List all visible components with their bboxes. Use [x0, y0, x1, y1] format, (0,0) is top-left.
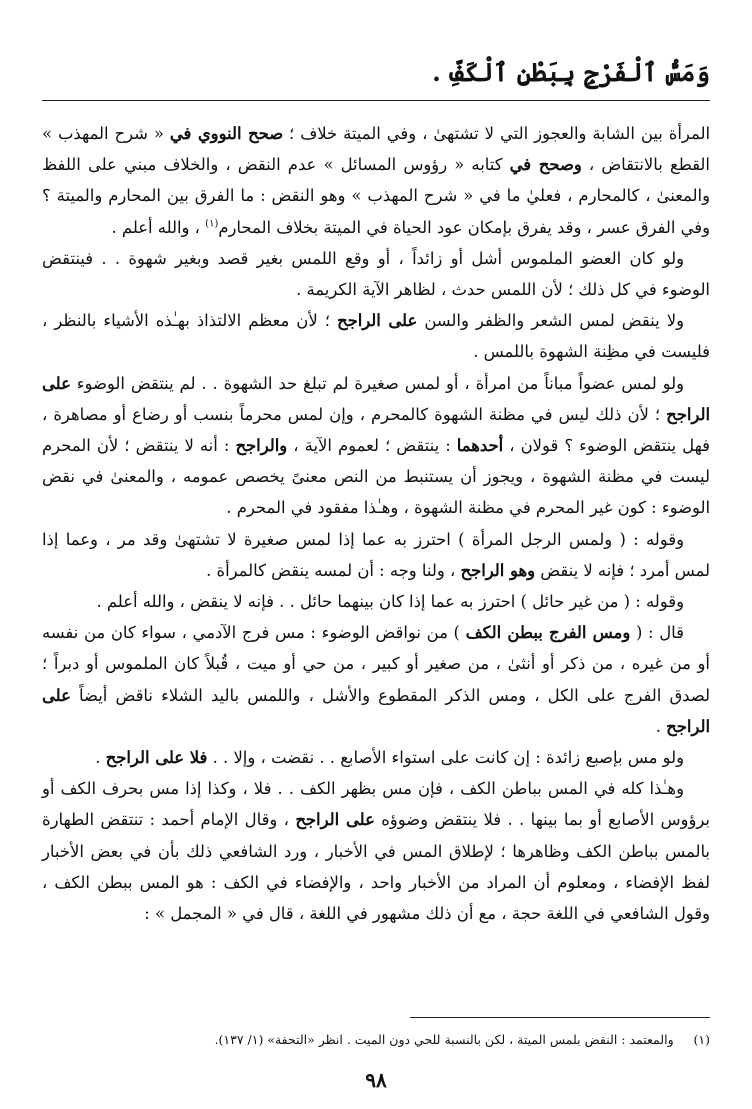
header-divider [42, 100, 710, 101]
paragraph [42, 742, 710, 773]
page-number: ٩٨ [365, 1068, 387, 1092]
footnote-text: والمعتمد : النقض بلمس الميتة ، لكن بالنسبة للحي دون الميت . انظر «التحفة» (١/ ١٣٧). [214, 1032, 674, 1047]
text-run: وقوله : ( من غير حائل ) احترز به عما إذا كان بينهما حائل . . فإنه لا ينقض ، والله أعلم . [96, 592, 684, 612]
footnote-ref: (١) [205, 218, 219, 230]
bold-term: صحح النووي في [169, 124, 284, 143]
bold-term: فلا على الراجح [105, 748, 208, 768]
text-run: ؛ لأن معظم الالتذاذ بهـٰذه الأشياء بالنظر ، فليست في مظِنة الشهوة باللمس . [42, 311, 710, 362]
paragraph [42, 118, 710, 243]
bold-term: أحدهما [456, 436, 504, 456]
text-run: ولو مس بإصبع زائدة : إن كانت على استواء الأصابع . . نقضت ، وإلا . . [207, 748, 684, 768]
text-run: وهـٰذا كله في المس بباطن الكف ، فإن مس بظهر الكف . . فلا ، وكذا إذا مس بحرف الكف أو برؤوس الأصابع أو بما بينها . . فلا ينتقض وضوؤه [42, 779, 710, 830]
bold-term: والراجح [235, 436, 288, 456]
text-run: المرأة بين الشابة والعجوز التي لا تشتهىٰ ، وفي الميتة خلاف ؛ [283, 124, 710, 143]
bold-term: على الراجح [42, 685, 710, 736]
text-run: وقوله : ( ولمس الرجل المرأة ) احترز به عما إذا لمس صغيرة لا تشتهىٰ وقد مر ، وعما إذا لمس أمرد ؛ فإنه لا ينقض [42, 529, 710, 580]
paragraph [42, 773, 710, 929]
text-run: ولا ينقض لمس الشعر والظفر والسن [417, 311, 684, 331]
text-run: ، وقال الإمام أحمد : تنتقض الطهارة بالمس بباطن الكف وظاهرها ؛ لإطلاق المس في الأخبار ، ورد الشافعي ذلك بأن في بعض الأخبار لفظ الإفضاء ، ومعلوم أن المراد من الأخبار واحد ، والإفضاء في الكف : هو المس ببطن الكف ، وقول الشافعي في اللغة حجة ، مع أن ذلك مشهور في اللغة ، قال في « المجمل » : [42, 810, 710, 924]
paragraph [42, 617, 710, 742]
text-run: : ينتقض ؛ لعموم الآية ، [287, 436, 457, 456]
running-header: وَمَسُّ ٱلْفَرْجِ بِبَطْنِ ٱلْكَفِّ . [432, 58, 710, 87]
text-run: ، ولنا وجه : أن لمسه ينقض كالمرأة . [206, 560, 461, 580]
text-run: كتابه « رؤوس المسائل » عدم النقض ، والخلاف مبني على اللفظ والمعنىٰ ، كالمحارم ، فعليٰ ما في « شرح المهذب » وهو النقض : ما الفرق بين المحارم والميتة ؟ وفي الفرق عسر ، وقد يفرق بإمكان عود الحياة في الميتة بخلاف المحارم [42, 155, 710, 237]
main-text [42, 118, 710, 929]
text-run: ) من نواقض الوضوء : مس فرج الآدمي ، سواء كان من نفسه أو من غيره ، من ذكر أو أنثىٰ ، من صغير أو كبير ، من حي أو ميت ، قُبلاً كان الملموس أو دبراً ؛ لصدق الفرج على الكل ، ومس الذكر المقطوع والأشل ، واللمس باليد الشلاء ناقض أيضاً [42, 623, 710, 705]
paragraph [42, 305, 710, 367]
paragraph [42, 243, 710, 305]
footnote-divider [410, 1017, 710, 1018]
footnote-marker: (١) [693, 1032, 710, 1047]
paragraph [42, 368, 710, 524]
bold-term: على الراجح [295, 810, 375, 830]
text-run: : أنه لا ينتقض ؛ لأن المحرم ليست في مظنة الشهوة ، ويجوز أن يستنبط من النص معنىً يخصص عمومه ، والمعنىٰ في نقض الوضوء : كون غير المحرم في مظنة الشهوة ، وهـٰذا مفقود في المحرم . [42, 436, 710, 518]
bold-term: وهو الراجح [460, 560, 536, 580]
text-run: ؛ لأن ذلك ليس في مظنة الشهوة كالمحرم ، وإن لمس محرماً بنسب أو رضاع أو مصاهرة ، فهل ينتقض الوضوء ؟ قولان ، [42, 404, 710, 456]
paragraph [42, 586, 710, 617]
text-run: ، والله أعلم . [111, 217, 206, 237]
bold-term: ومس الفرج ببطن الكف [465, 623, 631, 643]
bold-term: وصحح في [509, 155, 582, 175]
text-run: ولو لمس عضواً مباناً من امرأة ، أو لمس صغيرة لم تبلغ حد الشهوة . . لم ينتقض الوضوء [70, 373, 684, 393]
text-run: . [95, 748, 106, 768]
text-run: قال : ( [630, 623, 684, 643]
footnote [42, 1030, 710, 1050]
bold-term: على الراجح [336, 311, 418, 331]
bold-term: على الراجح [42, 373, 710, 424]
text-run: « شرح المهذب » القطع بالانتقاض ، [42, 124, 710, 175]
text-run: . [655, 716, 667, 736]
text-run: ولو كان العضو الملموس أشل أو زائداً ، أو وقع اللمس بغير قصد وبغير شهوة . . فينتقض الوضوء في كل ذلك ؛ لأن اللمس حدث ، لظاهر الآية الكريمة . [42, 248, 710, 300]
paragraph [42, 524, 710, 586]
